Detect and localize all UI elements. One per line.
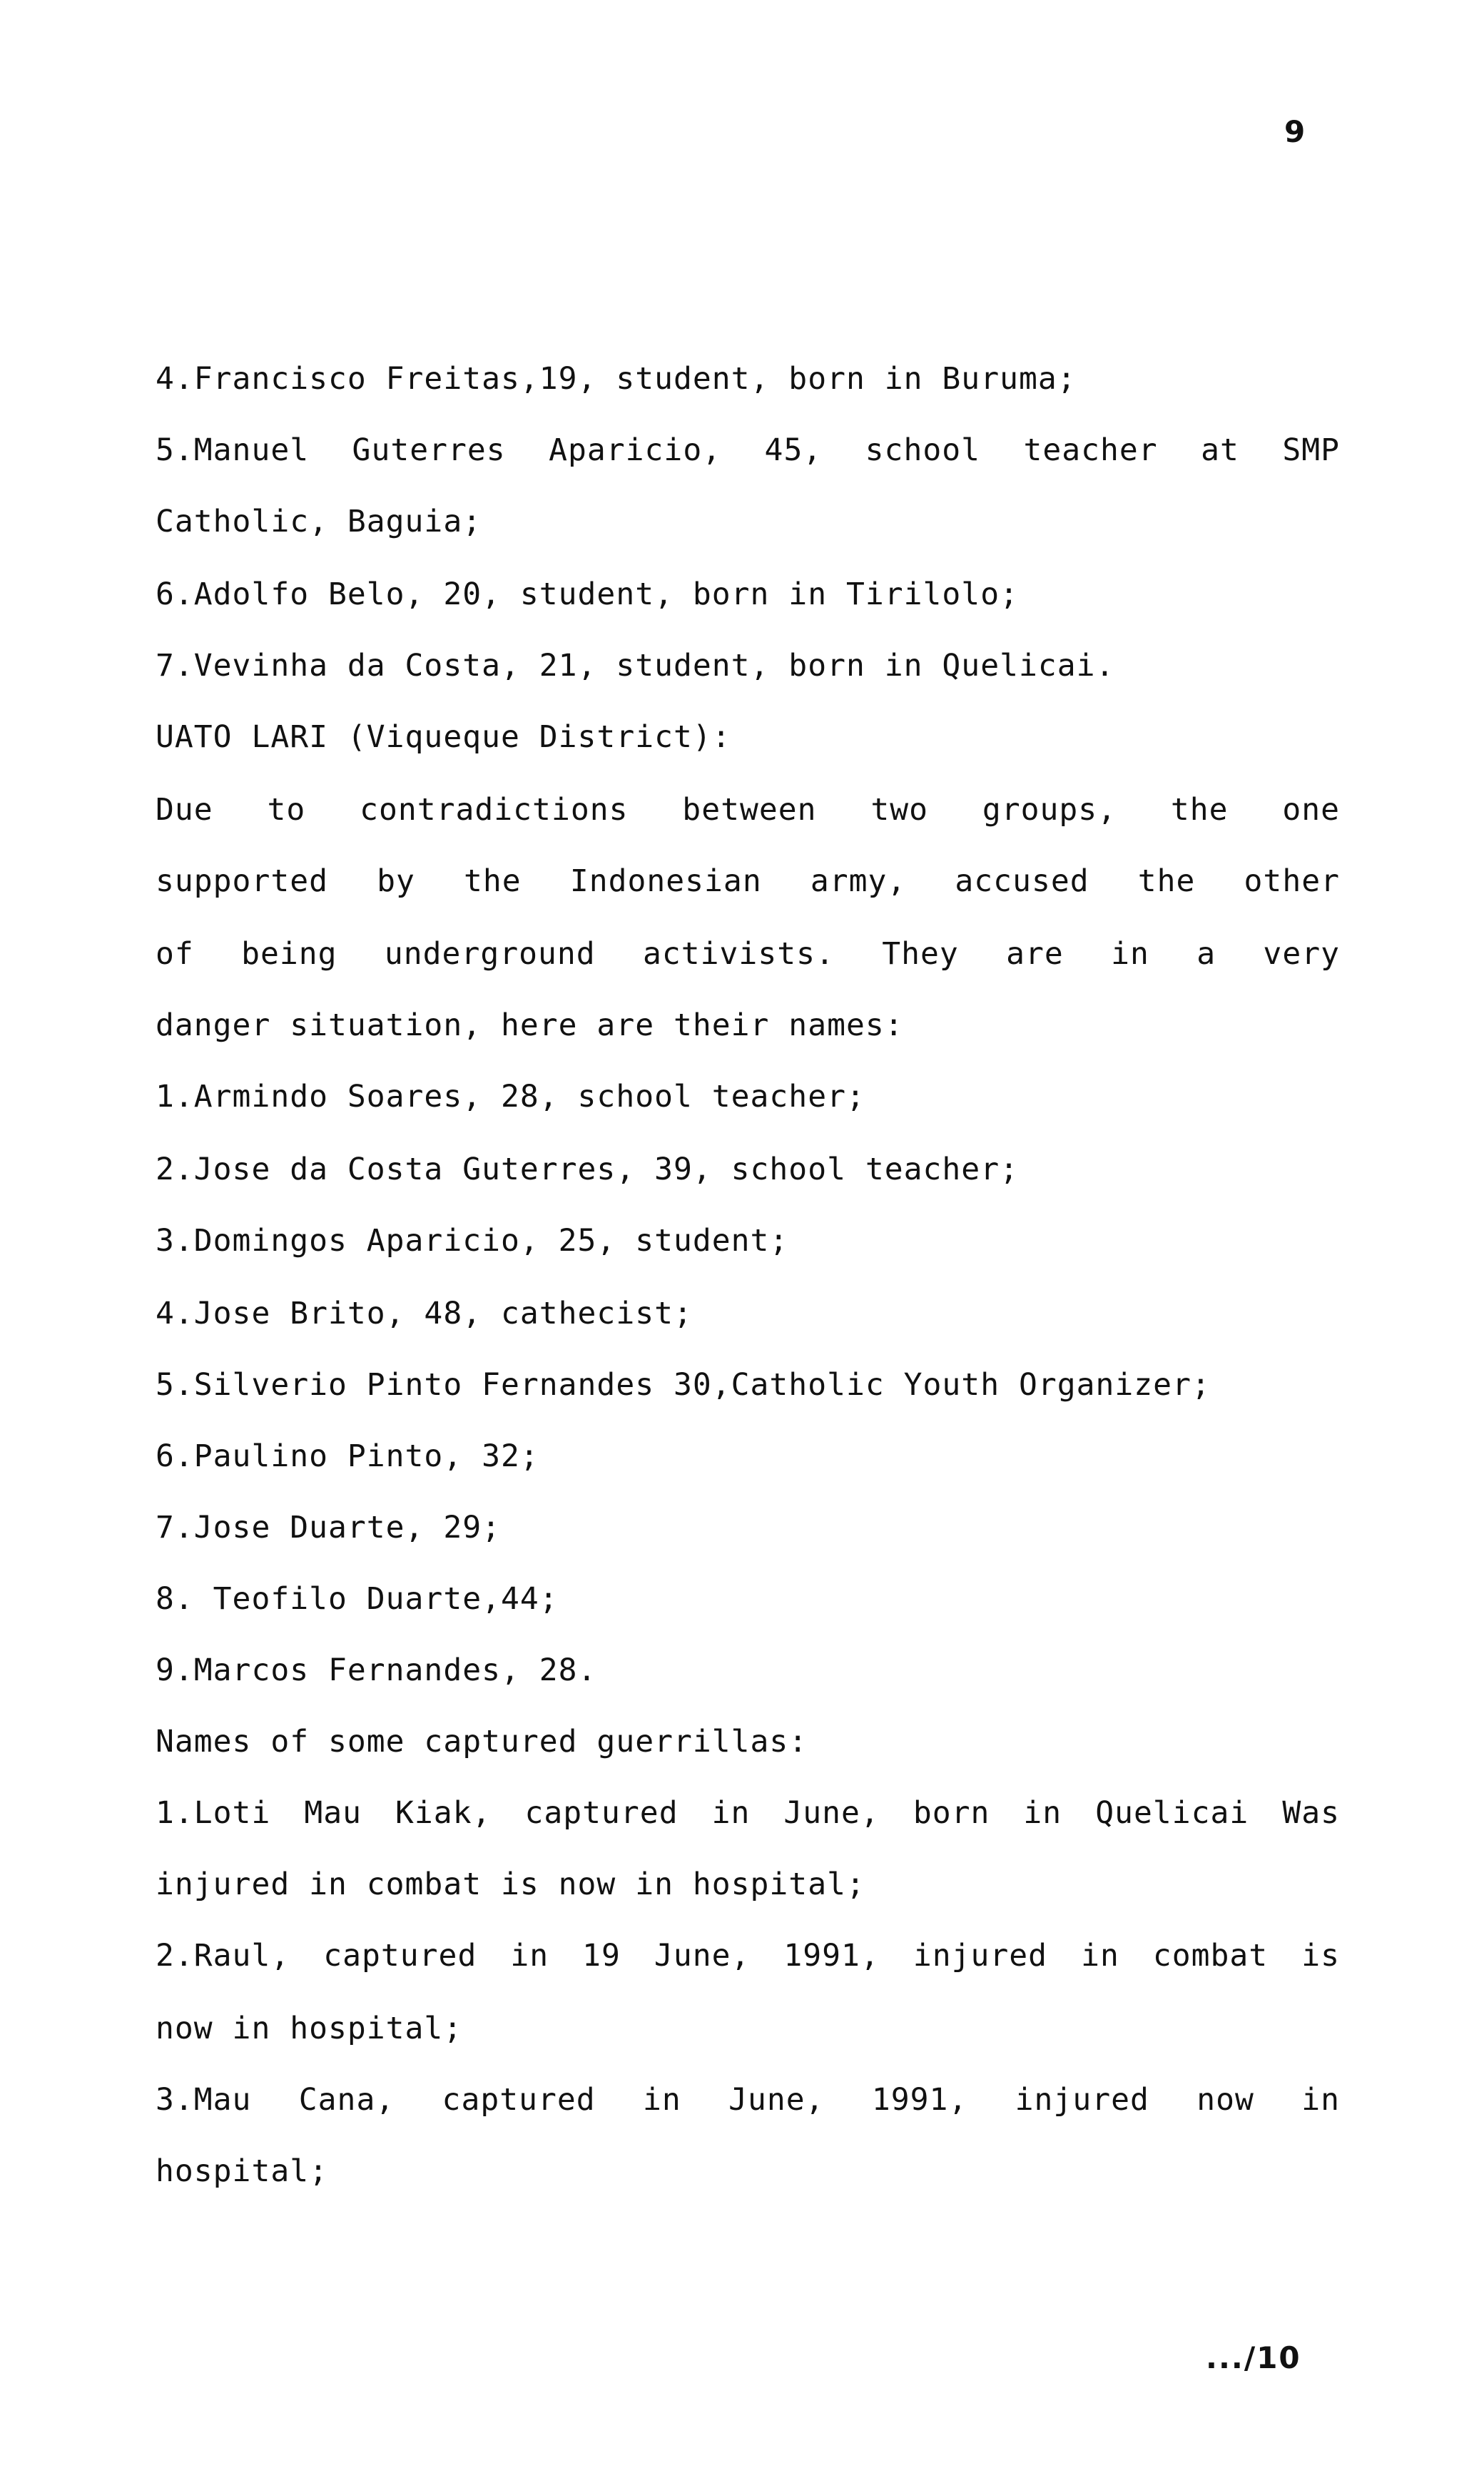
text-line: supported by the Indonesian army, accused the other — [156, 863, 1340, 899]
section-heading: UATO LARI (Viqueque District): — [156, 719, 731, 755]
list-item: 5.Silverio Pinto Fernandes 30,Catholic Youth Organizer; — [156, 1367, 1211, 1403]
text-line: Due to contradictions between two groups, the one — [156, 792, 1340, 828]
page-number: 9 — [1284, 114, 1306, 149]
text-line: injured in combat is now in hospital; — [156, 1867, 865, 1902]
list-item: 6.Paulino Pinto, 32; — [156, 1438, 539, 1474]
list-item: 7.Jose Duarte, 29; — [156, 1510, 501, 1545]
list-item: 4.Jose Brito, 48, cathecist; — [156, 1296, 693, 1331]
section-heading: Names of some captured guerrillas: — [156, 1724, 808, 1760]
list-item: 3.Domingos Aparicio, 25, student; — [156, 1223, 789, 1259]
list-item: 1.Loti Mau Kiak, captured in June, born in Quelicai Was — [156, 1795, 1340, 1831]
text-line: 4.Francisco Freitas,19, student, born in Buruma; — [156, 361, 1077, 397]
text-line: of being underground activists. They are in a very — [156, 936, 1340, 972]
list-item: 2.Jose da Costa Guterres, 39, school teacher; — [156, 1152, 1019, 1187]
text-line: 6.Adolfo Belo, 20, student, born in Tirilolo; — [156, 577, 1019, 612]
list-item: 1.Armindo Soares, 28, school teacher; — [156, 1079, 865, 1114]
text-line: 7.Vevinha da Costa, 21, student, born in Quelicai. — [156, 648, 1115, 684]
list-item: 2.Raul, captured in 19 June, 1991, injured in combat is — [156, 1938, 1340, 1974]
list-item: 9.Marcos Fernandes, 28. — [156, 1652, 597, 1688]
text-line: 5.Manuel Guterres Aparicio, 45, school teacher at SMP — [156, 432, 1340, 468]
text-line: now in hospital; — [156, 2011, 463, 2046]
text-line: hospital; — [156, 2153, 328, 2189]
text-line: danger situation, here are their names: — [156, 1007, 904, 1043]
text-line: Catholic, Baguia; — [156, 504, 482, 539]
list-item: 3.Mau Cana, captured in June, 1991, injured now in — [156, 2082, 1340, 2118]
continuation-marker: .../10 — [1206, 2340, 1301, 2375]
list-item: 8. Teofilo Duarte,44; — [156, 1581, 559, 1617]
